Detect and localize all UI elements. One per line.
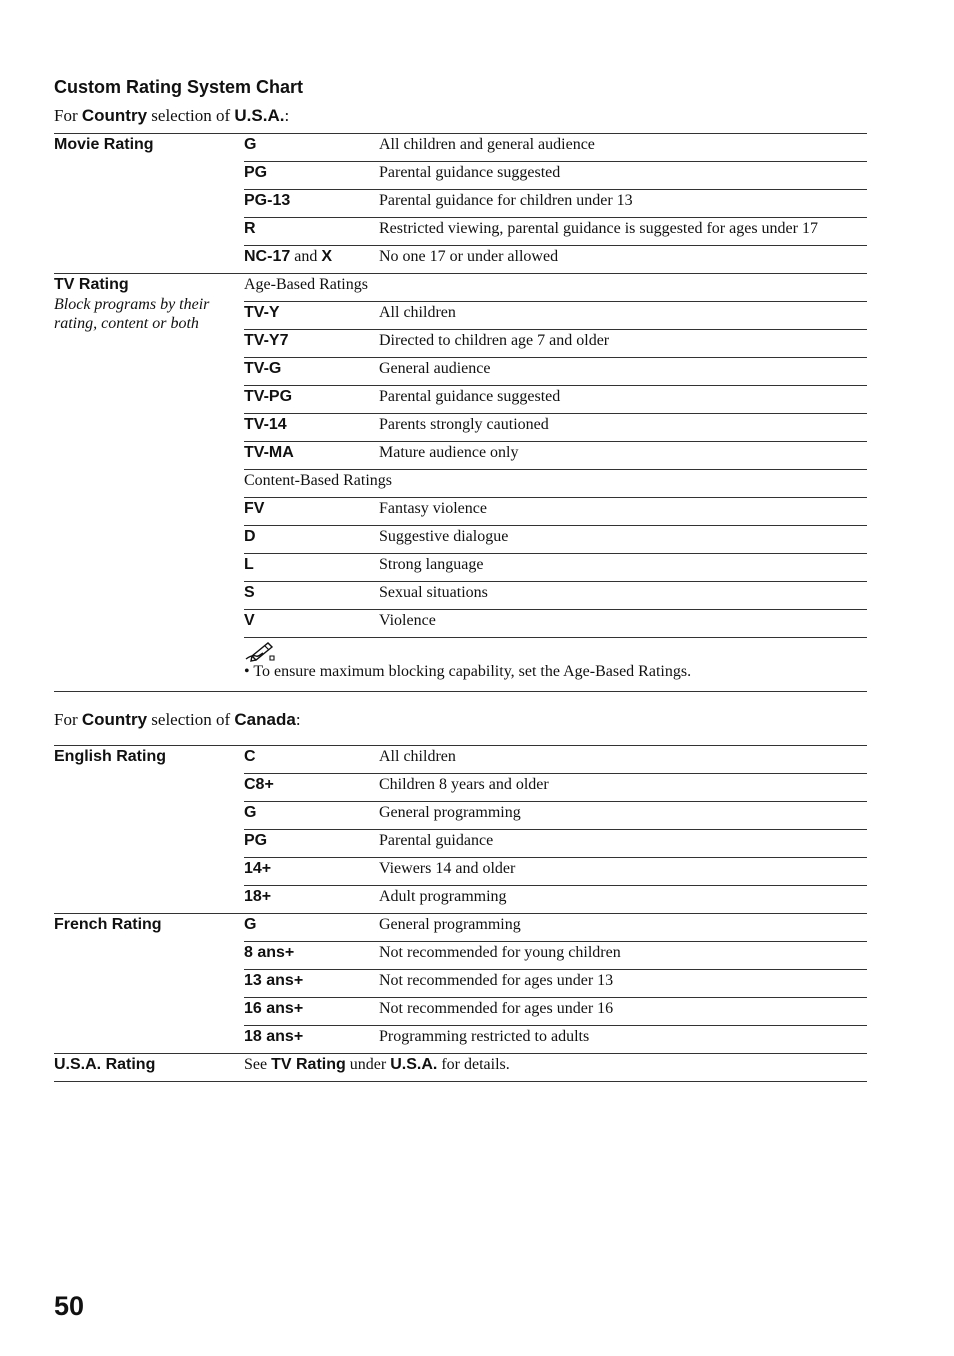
intro-country-label: Country [81,710,148,729]
rating-code: TV-MA [244,442,379,470]
rating-code: PG [244,830,379,858]
intro-country-label: Country [81,106,148,125]
group-label: TV Rating [54,276,129,293]
rating-code: G [244,134,379,162]
note-text: • To ensure maximum blocking capability, set the Age-Based Ratings. [244,663,692,680]
rating-description: Not recommended for ages under 13 [379,970,867,998]
page-title: Custom Rating System Chart [54,77,304,97]
rating-description: General audience [379,358,867,386]
rating-code: TV-Y7 [244,330,379,358]
intro-country-value: U.S.A. [234,106,285,125]
ref-text: for details. [437,1056,510,1073]
rating-description: Suggestive dialogue [379,526,867,554]
intro-country-value: Canada [234,710,296,729]
group-label: French Rating [54,916,162,933]
rating-description: Programming restricted to adults [379,1026,867,1054]
group-label: English Rating [54,748,166,765]
code-part: NC-17 [244,248,291,265]
rating-description: Parental guidance suggested [379,162,867,190]
rating-code: PG [244,162,379,190]
rating-description: Children 8 years and older [379,774,867,802]
rating-code: 8 ans+ [244,942,379,970]
rating-description: Strong language [379,554,867,582]
tv-rating-note [244,638,867,692]
rating-code: 18+ [244,886,379,914]
rating-code: 13 ans+ [244,970,379,998]
rating-description: Fantasy violence [379,498,867,526]
rating-code: G [244,802,379,830]
usa-intro [54,106,289,126]
intro-middle: selection of [147,710,235,729]
french-rating-group [54,914,244,1054]
rating-code: V [244,610,379,638]
ref-tv-rating: TV Rating [271,1056,346,1073]
rating-description: Parents strongly cautioned [379,414,867,442]
ref-text: See [244,1056,272,1073]
rating-description: Parental guidance suggested [379,386,867,414]
english-rating-group [54,746,244,914]
rating-code: D [244,526,379,554]
intro-suffix: : [295,710,301,729]
group-sublabel: Block programs by their rating, content or both [54,296,210,332]
content-based-heading: Content-Based Ratings [244,470,867,498]
usa-rating-reference [244,1054,867,1082]
intro-suffix: : [284,106,290,125]
group-label: Movie Rating [54,136,154,153]
rating-description: Parental guidance for children under 13 [379,190,867,218]
intro-middle: selection of [147,106,235,125]
canada-intro [54,710,301,730]
rating-code: G [244,914,379,942]
rating-description: Violence [379,610,867,638]
ref-text: under [345,1056,391,1073]
rating-code: TV-PG [244,386,379,414]
rating-description: Sexual situations [379,582,867,610]
rating-code: 18 ans+ [244,1026,379,1054]
table-row [54,134,867,162]
rating-description: All children and general audience [379,134,867,162]
rating-description: Mature audience only [379,442,867,470]
rating-description: Adult programming [379,886,867,914]
rating-description: All children [379,746,867,774]
rating-code: TV-G [244,358,379,386]
tv-rating-group [54,274,244,692]
rating-description: General programming [379,802,867,830]
rating-code: R [244,218,379,246]
intro-prefix: For [54,710,82,729]
rating-code [244,246,379,274]
rating-description: Not recommended for young children [379,942,867,970]
ref-usa: U.S.A. [390,1056,438,1073]
rating-code: PG-13 [244,190,379,218]
rating-code: TV-14 [244,414,379,442]
rating-description: Directed to children age 7 and older [379,330,867,358]
rating-description: All children [379,302,867,330]
age-based-heading: Age-Based Ratings [244,274,867,302]
pencil-note-icon [244,640,276,662]
movie-rating-group [54,134,244,274]
rating-code: FV [244,498,379,526]
table-row [54,746,867,774]
table-row [54,1054,867,1082]
rating-code: TV-Y [244,302,379,330]
rating-description: Restricted viewing, parental guidance is suggested for ages under 17 [379,218,867,246]
rating-description: General programming [379,914,867,942]
rating-code: L [244,554,379,582]
rating-code: 14+ [244,858,379,886]
usa-rating-group [54,1054,244,1082]
table-row [54,274,867,302]
rating-code: S [244,582,379,610]
page-number: 50 [54,1291,85,1321]
canada-rating-table [54,745,867,1082]
rating-description: No one 17 or under allowed [379,246,867,274]
usa-rating-table [54,133,867,692]
code-conjunction: and [290,248,322,265]
rating-code: 16 ans+ [244,998,379,1026]
rating-description: Parental guidance [379,830,867,858]
code-part: X [321,248,333,265]
rating-description: Viewers 14 and older [379,858,867,886]
rating-description: Not recommended for ages under 16 [379,998,867,1026]
group-label: U.S.A. Rating [54,1056,156,1073]
rating-code: C8+ [244,774,379,802]
intro-prefix: For [54,106,82,125]
table-row [54,914,867,942]
rating-code: C [244,746,379,774]
